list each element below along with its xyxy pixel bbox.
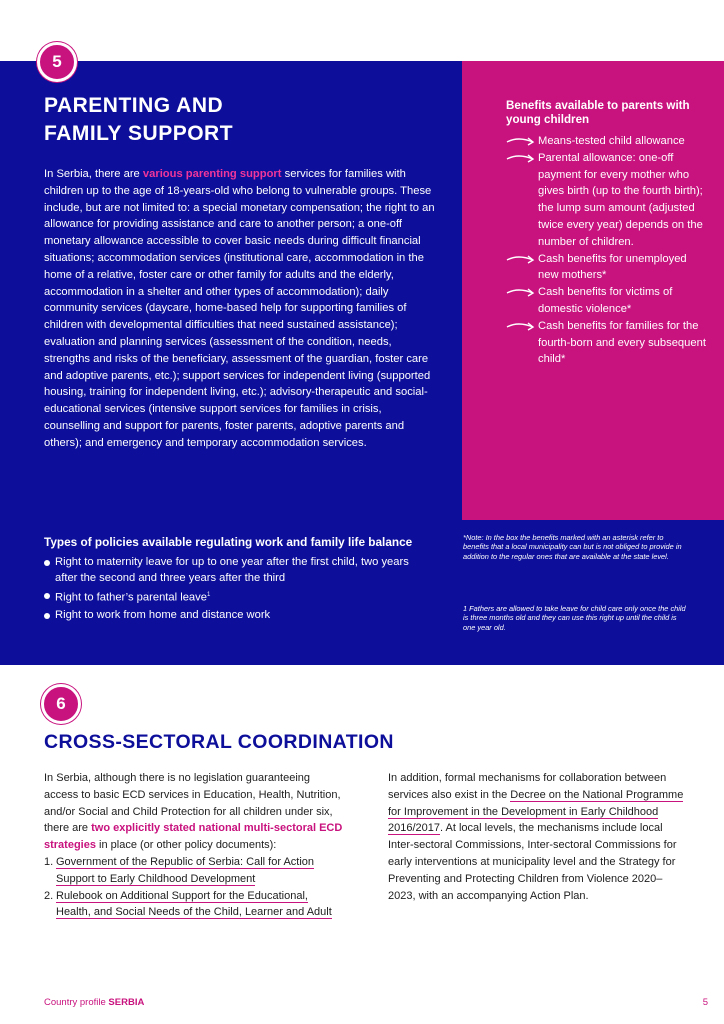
left-after: in place (or other policy documents): (95, 839, 277, 852)
left-column (44, 770, 344, 921)
asterisk-note: *Note: In the box the benefits marked with an asterisk refer to benefits that a local municipality can but is not obliged to provide in addition to the regular ones that are available at the state level. (463, 533, 682, 561)
section-6-title: CROSS-SECTORAL COORDINATION (44, 731, 394, 753)
policy-text: Right to maternity leave for up to one year after the first child, two years after the second and three years after the third (55, 555, 409, 585)
benefit-item (506, 318, 706, 368)
title-line-2: FAMILY SUPPORT (44, 122, 234, 145)
benefit-text: Cash benefits for victims of domestic violence* (538, 286, 673, 315)
page-number: 5 (702, 997, 708, 1008)
rulebook-link[interactable]: Rulebook on Additional Support for the Educational, Health, and Social Needs of the Child, Learner and Adult (56, 889, 332, 919)
policy-item (44, 554, 424, 588)
benefit-item (506, 284, 706, 318)
arrow-icon (506, 318, 536, 332)
policies-list (44, 554, 424, 624)
section-number-badge: 6 (41, 684, 81, 724)
list-item (44, 854, 344, 888)
policies-title: Types of policies available regulating work and family life balance (44, 535, 413, 549)
benefits-panel (506, 99, 706, 368)
benefit-item (506, 150, 706, 251)
benefit-text: Parental allowance: one-off payment for every mother who gives birth (up to the fourth birth); the lump sum amount (adjusted twice every year) depends on the number of children. (538, 151, 703, 248)
benefit-text: Cash benefits for unemployed new mothers* (538, 252, 687, 282)
footer-label (44, 997, 144, 1008)
footer-country: SERBIA (108, 997, 145, 1008)
section-number-badge: 5 (37, 42, 77, 82)
title-line-1: PARENTING AND (44, 94, 224, 117)
arrow-icon (506, 133, 536, 147)
right-paragraph (388, 770, 688, 904)
arrow-icon (506, 284, 536, 298)
policy-text: Right to father’s parental leave (55, 591, 207, 604)
benefit-text: Means-tested child allowance (538, 135, 685, 147)
bullet-icon (44, 593, 50, 599)
benefits-title: Benefits available to parents with young children (506, 99, 690, 126)
call-for-action-link[interactable]: Government of the Republic of Serbia: Call for Action Support to Early Childhood Development (56, 855, 315, 885)
arrow-icon (506, 150, 536, 164)
intro-text-start: In Serbia, there are (44, 168, 143, 180)
policy-item (44, 587, 424, 607)
footer-text: Country profile (44, 997, 109, 1008)
right-column (388, 770, 688, 904)
right-after: . At local levels, the mechanisms include local Inter-sectoral Commissions, Inter-sectoral Commissions for early interventions at municipality level and the Strategy for Preventing and Protecting Children from Violence 2020–2023, with an accompanying Action Plan. (388, 822, 677, 902)
benefits-list (506, 133, 706, 368)
benefit-text: Cash benefits for families for the fourth-born and every subsequent child* (538, 319, 706, 366)
left-intro: In Serbia, although there is no legislation guaranteeing access to basic ECD services in Education, Health, Nutrition, and/or Social and Child Protection for all children under six, there are (44, 772, 341, 835)
intro-text-rest: services for families with children up to the age of 18-years-old who belong to vulnerable groups. These include, but are not limited to: a special monetary compensation; the right to an allowance for providing assistance and care to another person; a one-off monetary allowance accessible to cover basic needs during difficult financial situations; accommodation services (institutional care, accommodation in the home of a relative, foster care or other family for adults and the elderly, accommodation in a shelter and other types of accommodation); daily community services (daycare, home-based help for supporting families of children with developmental difficulties that need sustained assistance); evaluation and planning services (assessment of the condition, needs, strengths and risks of the beneficiary, assessment of the guardian, foster care and adoptive parents, etc.); support services for independent living (supported housing, training for independent living, etc.); advisory-therapeutic and social-educational services (intensive support services for families in crisis, counselling and support for parents, foster parents, adoptive parents and others); and emergency and temporary accommodation services. (44, 168, 435, 449)
arrow-icon (506, 251, 536, 265)
strategies-highlight: two explicitly stated national multi-sectoral ECD strategies (44, 822, 343, 852)
policy-text: Right to work from home and distance work (55, 608, 271, 621)
strategies-list (44, 854, 344, 921)
bullet-icon (44, 613, 50, 619)
benefit-item (506, 251, 706, 285)
parenting-support-link[interactable]: various parenting support (142, 168, 282, 180)
list-number: 1. (44, 855, 54, 868)
bullet-icon (44, 560, 50, 566)
decree-link[interactable]: Decree on the National Programme for Improvement in the Development in Early Childhood 2016/2017 (388, 788, 684, 835)
intro-paragraph (44, 166, 436, 452)
footnote: 1 Fathers are allowed to take leave for child care only once the child is three months old and they can use this right up until the child is one year old. (463, 604, 686, 632)
list-item (44, 888, 344, 922)
section-5-title (44, 92, 444, 148)
list-number: 2. (44, 889, 54, 902)
policy-item (44, 607, 424, 624)
policies-panel (44, 535, 424, 623)
footnote-mark: 1 (206, 592, 211, 599)
right-before: In addition, formal mechanisms for collaboration between services also exist in the (388, 772, 667, 801)
benefit-item (506, 133, 706, 150)
left-paragraph (44, 770, 344, 854)
